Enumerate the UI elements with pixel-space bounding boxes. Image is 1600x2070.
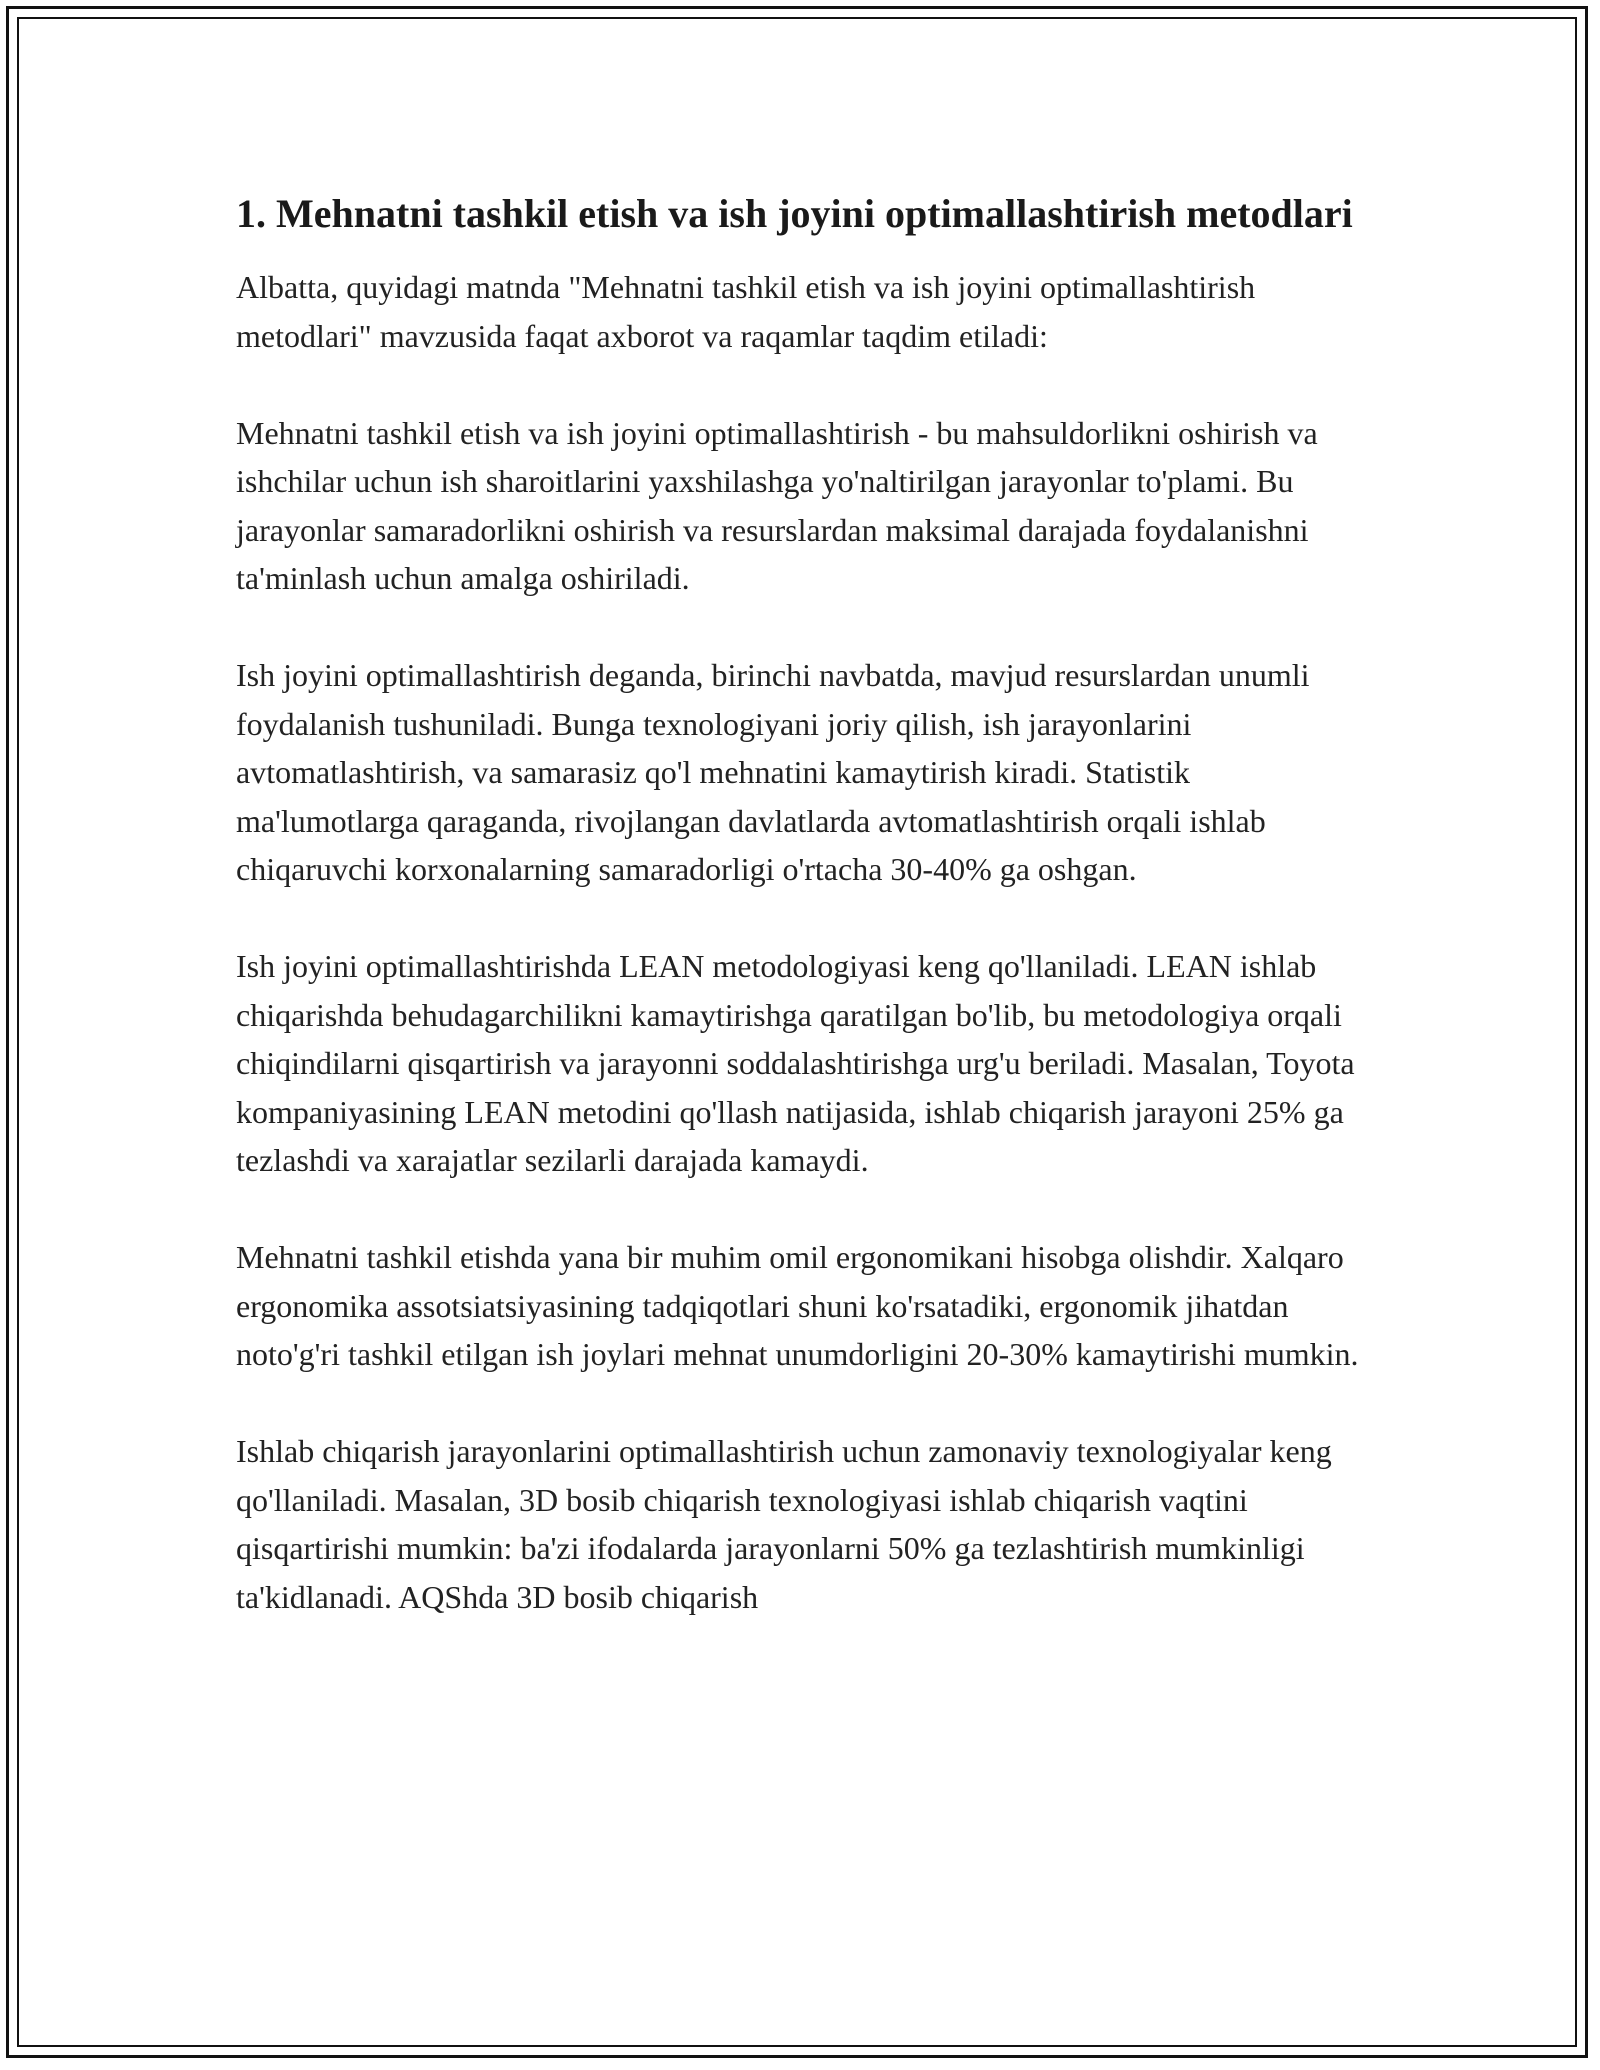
document-title: 1. Mehnatni tashkil etish va ish joyini optimallashtirish metodlari: [236, 191, 1353, 236]
paragraph-ergonomics: Mehnatni tashkil etishda yana bir muhim omil ergonomikani hisobga olishdir. Xalqaro ergonomika assotsiatsiyasining tadqiqotlari shuni ko'rsatadiki, ergonomik jihatdan noto'g'ri tashkil etilgan ish joylari mehnat unumdorligini 20-30% kamaytirishi mumkin.: [236, 1239, 1359, 1372]
paragraph-lean: Ish joyini optimallashtirishda LEAN metodologiyasi keng qo'llaniladi. LEAN ishlab chiqarishda behudagarchilikni kamaytirishga qaratilgan bo'lib, bu metodologiya orqali chiqindilarni qisqartirish va jarayonni soddalashtirishga urg'u beriladi. Masalan, Toyota kompaniyasining LEAN metodini qo'llash natijasida, ishlab chiqarish jarayoni 25% ga tezlashdi va xarajatlar sezilarli darajada kamaydi.: [236, 948, 1355, 1178]
paragraph-automation: Ish joyini optimallashtirish deganda, birinchi navbatda, mavjud resurslardan unumli foydalanish tushuniladi. Bunga texnologiyani joriy qilish, ish jarayonlarini avtomatlashtirish, va samarasiz qo'l mehnatini kamaytirish kiradi. Statistik ma'lumotlarga qaraganda, rivojlangan davlatlarda avtomatlashtirish orqali ishlab chiqaruvchi korxonalarning samaradorligi o'rtacha 30-40% ga oshgan.: [236, 657, 1310, 887]
paragraph-definition: Mehnatni tashkil etish va ish joyini optimallashtirish - bu mahsuldorlikni oshirish va ishchilar uchun ish sharoitlarini yaxshilashga yo'naltirilgan jarayonlar to'plami. Bu jarayonlar samaradorlikni oshirish va resurslardan maksimal darajada foydalanishni ta'minlash uchun amalga oshiriladi.: [236, 414, 1318, 596]
paragraph-3d-printing: Ishlab chiqarish jarayonlarini optimallashtirish uchun zamonaviy texnologiyalar keng qo'llaniladi. Masalan, 3D bosib chiqarish texnologiyasi ishlab chiqarish vaqtini qisqartirishi mumkin: ba'zi ifodalarda jarayonlarni 50% ga tezlashtirish mumkinligi ta'kidlanadi. AQShda 3D bosib chiqarish: [236, 1433, 1332, 1615]
document-body: [236, 186, 1366, 1670]
paragraph-intro: Albatta, quyidagi matnda "Mehnatni tashkil etish va ish joyini optimallashtirish metodlari" mavzusida faqat axborot va raqamlar taqdim etiladi:: [236, 269, 1256, 354]
